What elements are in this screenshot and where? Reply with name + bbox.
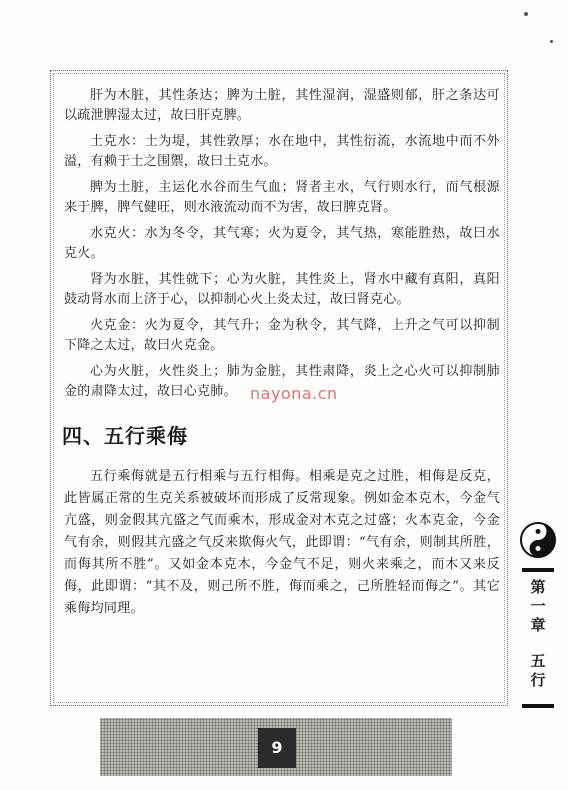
paragraph: 土克水：土为堤，其性敦厚；水在地中，其性衍流，水流地中而不外溢，有赖于土之围禦，故曰土克水。 xyxy=(64,134,500,169)
body-text-upper xyxy=(64,86,500,408)
paragraph: 脾为土脏，主运化水谷而生气血；肾者主水，气行则水行，而气根源来于脾，脾气健旺，则水液流动而不为害，故曰脾克肾。 xyxy=(64,180,500,215)
paragraph: 火克金：火为夏令，其气升；金为秋令，其气降，上升之气可以抑制下降之太过，故曰火克金。 xyxy=(64,318,500,353)
paragraph: 五行乘侮就是五行相乘与五行相侮。相乘是克之过胜，相侮是反克，此皆属正常的生克关系被破坏而形成了反常现象。例如金本克木，今金气亢盛，则金假其亢盛之气而乘木，形成金对木克之过盛；火本克金，今金气有余，则假其亢盛之气反来欺侮火气，此即谓：“气有余，则制其所胜，而侮其所不胜”。又如金本克木，今金气不足，则火来乘之，而木又来反侮，此即谓：“其不及，则己所不胜，侮而乘之，己所胜轻而侮之”。其它乘侮均同理。 xyxy=(64,469,500,616)
paragraph: 肝为木脏，其性条达；脾为土脏，其性湿润，湿盛则郁，肝之条达可以疏泄脾湿太过，故曰肝克脾。 xyxy=(64,88,500,123)
chapter-side-tab xyxy=(518,520,558,720)
side-rule xyxy=(522,704,554,708)
watermark: nayona.cn xyxy=(250,384,338,403)
body-text-lower xyxy=(64,466,500,626)
yin-yang-icon xyxy=(518,520,558,560)
chapter-title: 五 行 xyxy=(530,652,546,689)
side-rule xyxy=(522,568,554,572)
chapter-label: 第 一 章 xyxy=(530,578,546,634)
paragraph: 水克火：水为冬令，其气寒；火为夏令，其气热，寒能胜热，故曰水克火。 xyxy=(64,226,500,261)
scan-speck xyxy=(524,12,528,16)
paragraph: 肾为水脏，其性就下；心为火脏，其性炎上，肾水中藏有真阳，真阳鼓动肾水而上济于心，以抑制心火上炎太过，故曰肾克心。 xyxy=(64,272,500,307)
paragraph: 心为火脏，火性炎上；肺为金脏，其性肃降，炎上之心火可以抑制肺金的肃降太过，故曰心克肺。 xyxy=(64,364,500,399)
section-heading: 四、五行乘侮 xyxy=(62,424,188,448)
page-number: 9 xyxy=(258,728,296,768)
scan-speck xyxy=(550,40,553,43)
